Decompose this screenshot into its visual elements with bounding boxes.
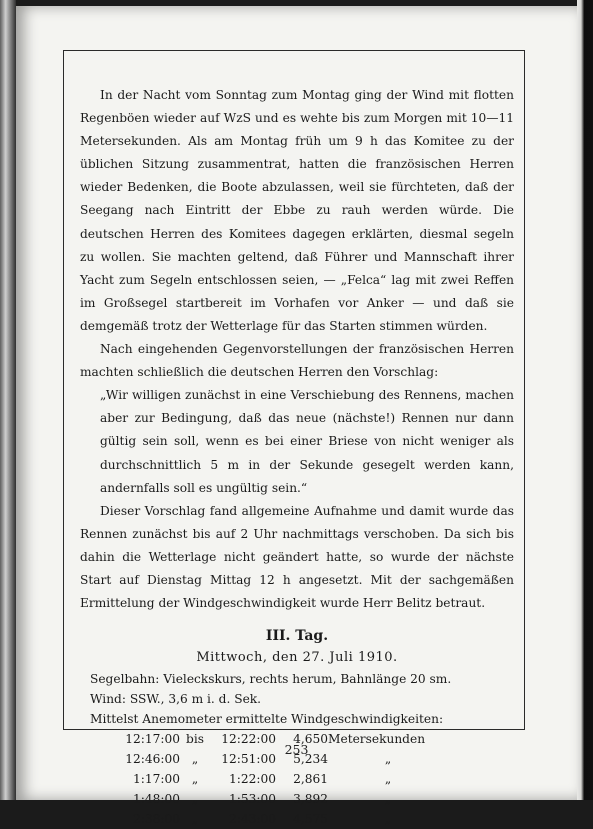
unit-label: Metersekunden: [328, 732, 426, 747]
time-from: 12:46:00: [125, 752, 180, 767]
range-separator: „: [191, 772, 199, 787]
unit-ditto: „: [384, 752, 392, 767]
time-to: 12:22:00: [221, 732, 276, 747]
course-info: Segelbahn: Vieleckskurs, rechts herum, Bahnlänge 20 sm.: [90, 672, 452, 687]
book-spine: [0, 0, 16, 800]
unit-ditto: „: [384, 792, 392, 807]
paragraph-night-wind: In der Nacht vom Sonntag zum Montag ging der Wind mit flotten Regenböen wieder auf WzS und es wehte bis zum Morgen mit 10—11 Metersekunden. Als am Montag früh um 9 h das Komitee zu der üblichen Sitzung zusammentrat, hatten die französischen Herren wieder Bedenken, die Boote abzulassen, weil sie fürchteten, daß der Seegang nach Eintritt der Ebbe zu rauh werden würde. Die deutschen Herren des Komitees dagegen erklärten, diesmal segeln zu wollen. Sie machten geltend, daß Führer und Mannschaft ihrer Yacht zum Segeln entschlossen seien, — „Felca“ lag mit zwei Reffen im Großsegel startbereit im Vorhafen vor Anker — und daß sie demgemäß trotz der Wetterlage für das Starten stimmen würden.: [80, 88, 514, 333]
time-to: 2:43:00: [229, 812, 276, 827]
range-separator: bis: [186, 732, 204, 747]
wind-speed-value: 3,892: [293, 792, 328, 807]
measurement-heading: Mittelst Anemometer ermittelte Windgeschwindigkeiten:: [90, 712, 444, 727]
section-date: Mittwoch, den 27. Juli 1910.: [196, 650, 398, 666]
table-row: [114, 789, 448, 809]
section-title: III. Tag.: [265, 628, 329, 645]
wind-speed-value: 2,861: [293, 772, 328, 787]
proposal-quote: „Wir willigen zunächst in eine Verschiebung des Rennens, machen aber zur Bedingung, daß das neue (nächste!) Rennen nur dann gültig sein soll, wenn es bei einer Briese von nicht weniger als durchschnittlich 5 m in der Sekunde gesegelt werden kann, andernfalls soll es ungültig sein.“: [100, 388, 514, 495]
time-from: 12:17:00: [125, 732, 180, 747]
wind-speed-value: 4,575: [293, 812, 328, 827]
time-from: 1:48:00: [133, 792, 180, 807]
time-to: 1:53:00: [229, 792, 276, 807]
range-separator: „: [191, 812, 199, 827]
page-number: 253: [284, 742, 309, 757]
paragraph-decision: Dieser Vorschlag fand allgemeine Aufnahme und damit wurde das Rennen zunächst bis auf 2 Uhr nachmittags verschoben. Da sich bis dahin die Wetterlage nicht geändert hatte, so wurde der nächste Start auf Dienstag Mittag 12 h angesetzt. Mit der sachgemäßen Ermittelung der Windgeschwindigkeit wurde Herr Belitz betraut.: [80, 503, 514, 611]
wind-info: Wind: SSW., 3,6 m i. d. Sek.: [90, 692, 262, 707]
unit-ditto: „: [384, 772, 392, 787]
time-to: 1:22:00: [229, 772, 276, 787]
wind-speed-value: 5,234: [293, 752, 328, 767]
table-row: [114, 809, 448, 829]
time-from: 2:38:00: [133, 812, 180, 827]
time-from: 1:17:00: [133, 772, 180, 787]
range-separator: „: [191, 792, 199, 807]
page-edge: [577, 0, 593, 800]
unit-ditto: „: [384, 812, 392, 827]
time-to: 12:51:00: [221, 752, 276, 767]
paragraph-proposal: Nach eingehenden Gegenvorstellungen der französischen Herren machten schließlich die deutschen Herren den Vorschlag:: [80, 342, 514, 380]
page-content: [80, 84, 514, 829]
table-row: [114, 769, 448, 789]
wind-speed-value: 4,650: [293, 732, 328, 747]
range-separator: „: [191, 752, 199, 767]
